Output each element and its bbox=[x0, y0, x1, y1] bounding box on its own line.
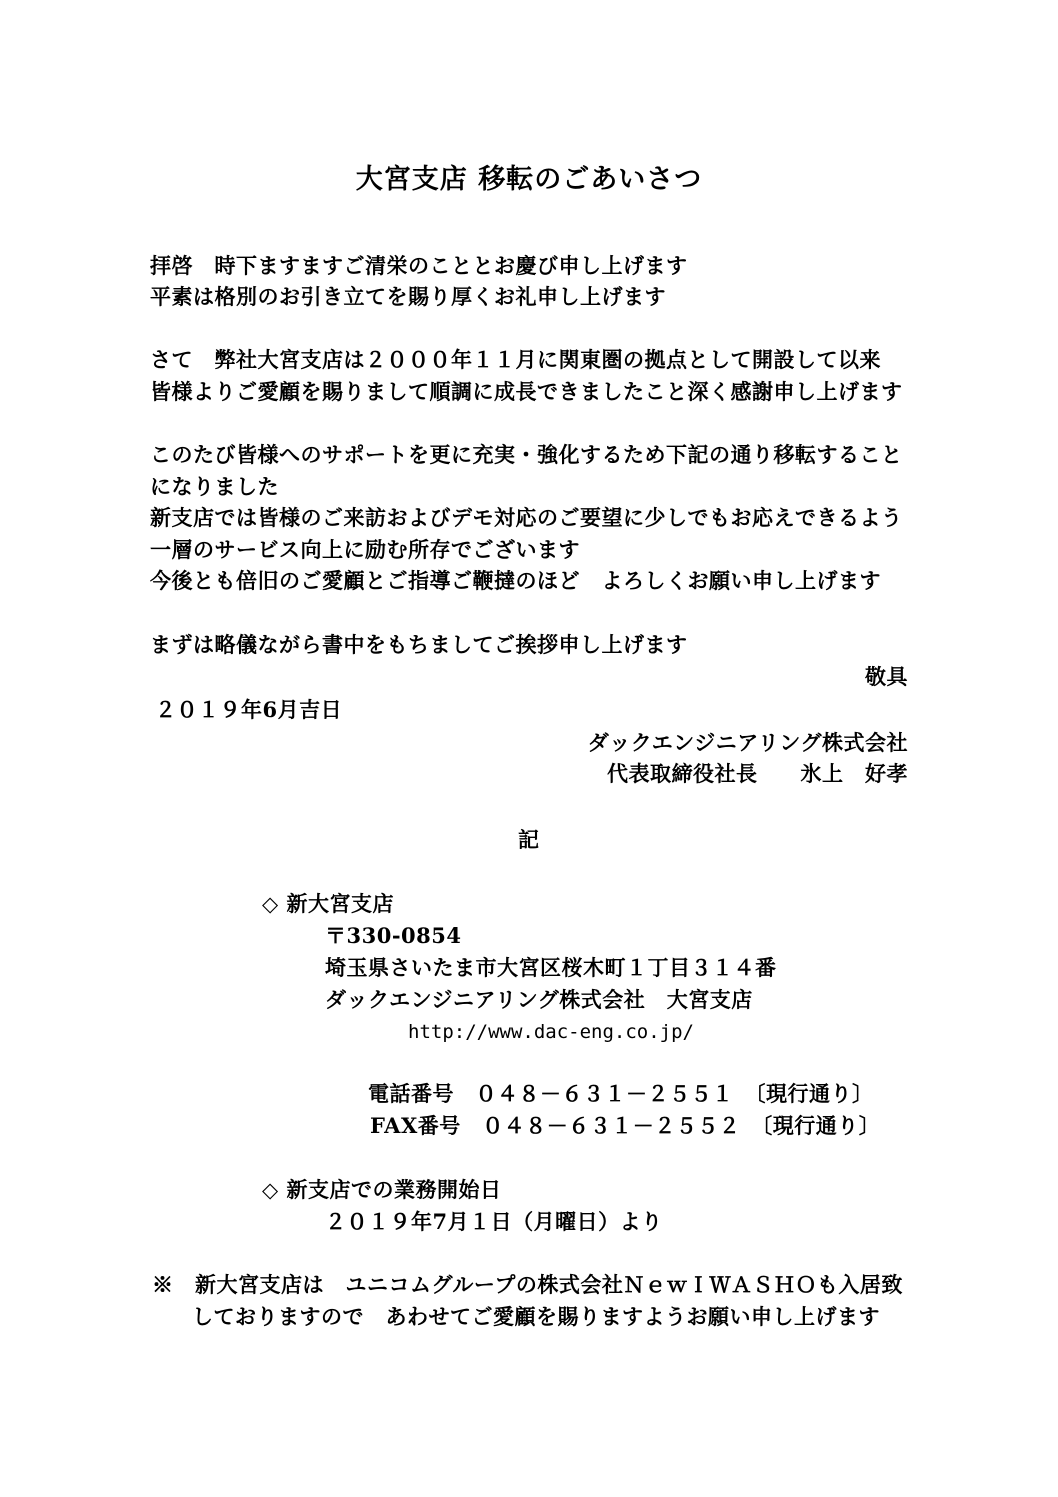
branch-address: 埼玉県さいたま市大宮区桜木町１丁目３１４番 bbox=[325, 955, 777, 980]
branch-heading: ◇ 新大宮支店 bbox=[262, 891, 394, 916]
greeting-line-1: 拝啓 時下ますますご清栄のこととお慶び申し上げます bbox=[150, 253, 688, 278]
closing-line: まずは略儀ながら書中をもちましてご挨拶申し上げます bbox=[150, 632, 688, 657]
body-line-1: このたび皆様へのサポートを更に充実・強化するため下記の通り移転すること bbox=[150, 442, 903, 467]
company-name: ダックエンジニアリング株式会社 bbox=[587, 730, 908, 755]
body-line-3: 新支店では皆様のご来訪およびデモ対応のご要望に少しでもお応えできるよう bbox=[150, 505, 903, 530]
start-date: ２０１９年7月１日（月曜日）より bbox=[325, 1209, 663, 1234]
body-line-2: になりました bbox=[150, 474, 279, 499]
branch-fax: FAX番号 ０４８－６３１－２５５２ 〔現行通り〕 bbox=[370, 1113, 881, 1138]
body-line-4: 一層のサービス向上に励む所存でございます bbox=[150, 537, 580, 562]
history-line-1: さて 弊社大宮支店は２０００年１１月に関東圏の拠点として開設して以来 bbox=[150, 347, 881, 372]
representative-name: 代表取締役社長 氷上 好孝 bbox=[607, 761, 908, 786]
history-line-2: 皆様よりご愛顧を賜りまして順調に成長できましたこと深く感謝申し上げます bbox=[150, 379, 903, 404]
start-heading: ◇ 新支店での業務開始日 bbox=[262, 1177, 502, 1202]
branch-tel: 電話番号 ０４８－６３１－２５５１ 〔現行通り〕 bbox=[368, 1081, 874, 1106]
letter-date: ２０１９年6月吉日 bbox=[155, 697, 343, 722]
body-line-5: 今後とも倍旧のご愛顧とご指導ご鞭撻のほど よろしくお願い申し上げます bbox=[150, 568, 881, 593]
ki-heading: 記 bbox=[518, 827, 540, 852]
keigu-text: 敬具 bbox=[865, 664, 908, 689]
branch-postal: 〒330-0854 bbox=[325, 923, 462, 948]
note-line-2: しておりますので あわせてご愛顧を賜りますようお願い申し上げます bbox=[192, 1304, 880, 1329]
document-title: 大宮支店 移転のごあいさつ bbox=[355, 164, 703, 195]
note-line-1: ※ 新大宮支店は ユニコムグループの株式会社ＮｅｗＩＷＡＳＨＯも入居致 bbox=[152, 1272, 903, 1297]
greeting-line-2: 平素は格別のお引き立てを賜り厚くお礼申し上げます bbox=[150, 284, 666, 309]
branch-name: ダックエンジニアリング株式会社 大宮支店 bbox=[325, 987, 753, 1012]
branch-url: http://www.dac-eng.co.jp/ bbox=[408, 1021, 694, 1043]
